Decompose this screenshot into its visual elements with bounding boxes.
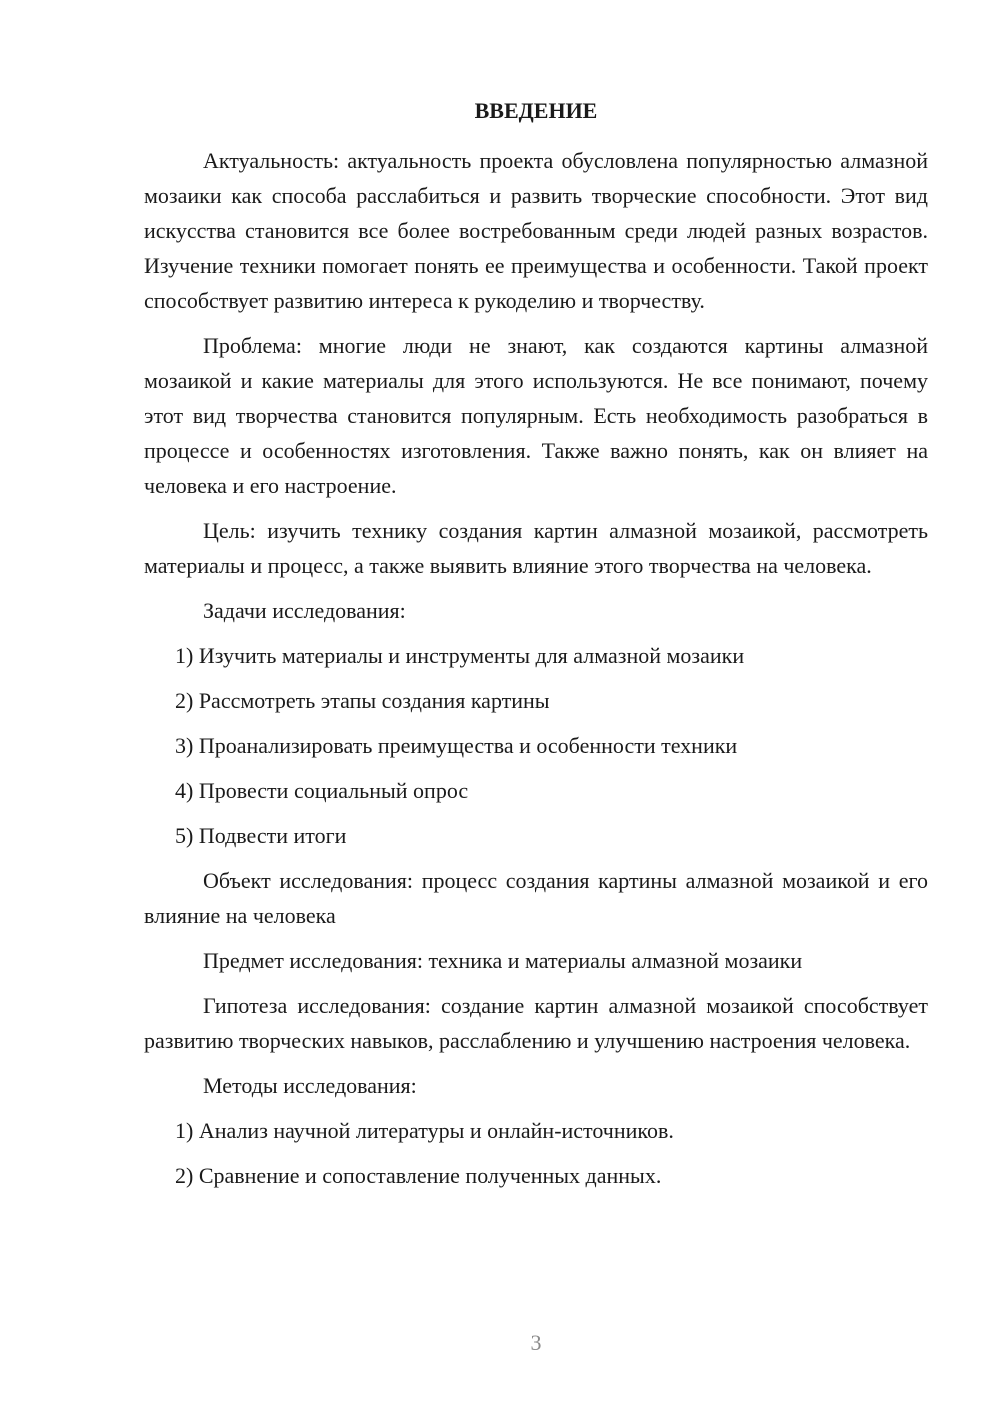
- list-item: 2) Сравнение и сопоставление полученных данных.: [175, 1163, 662, 1188]
- list-item: 3) Проанализировать преимущества и особенности техники: [175, 733, 738, 758]
- list-item: 1) Изучить материалы и инструменты для алмазной мозаики: [175, 643, 745, 668]
- list-item: 2) Рассмотреть этапы создания картины: [175, 688, 550, 713]
- list-item: 1) Анализ научной литературы и онлайн-источников.: [175, 1118, 674, 1143]
- tasks-list: [144, 638, 928, 853]
- tasks-heading: Задачи исследования:: [203, 598, 406, 623]
- subject-paragraph: Предмет исследования: техника и материалы алмазной мозаики: [203, 948, 803, 973]
- methods-list: [144, 1113, 928, 1193]
- page-title: ВВЕДЕНИЕ: [474, 98, 598, 123]
- page-number: 3: [530, 1330, 542, 1355]
- methods-heading: Методы исследования:: [203, 1073, 417, 1098]
- hypothesis-paragraph: Гипотеза исследования: создание картин алмазной мозаикой способствует развитию творческих навыков, расслаблению и улучшению настроения человека.: [144, 993, 928, 1053]
- object-paragraph: Объект исследования: процесс создания картины алмазной мозаикой и его влияние на человека: [144, 868, 928, 928]
- list-item: 5) Подвести итоги: [175, 823, 347, 848]
- goal-paragraph: Цель: изучить технику создания картин алмазной мозаикой, рассмотреть материалы и процесс, а также выявить влияние этого творчества на человека.: [144, 518, 928, 578]
- relevance-paragraph: Актуальность: актуальность проекта обусловлена популярностью алмазной мозаики как способа расслабиться и развить творческие способности. Этот вид искусства становится все более востребованным среди людей разных возрастов. Изучение техники помогает понять ее преимущества и особенности. Такой проект способствует развитию интереса к рукоделию и творчеству.: [144, 148, 928, 313]
- problem-paragraph: Проблема: многие люди не знают, как создаются картины алмазной мозаикой и какие материалы для этого используются. Не все понимают, почему этот вид творчества становится популярным. Есть необходимость разобраться в процессе и особенностях изготовления. Также важно понять, как он влияет на человека и его настроение.: [144, 333, 928, 498]
- list-item: 4) Провести социальный опрос: [175, 778, 469, 803]
- document-body: [144, 143, 928, 1203]
